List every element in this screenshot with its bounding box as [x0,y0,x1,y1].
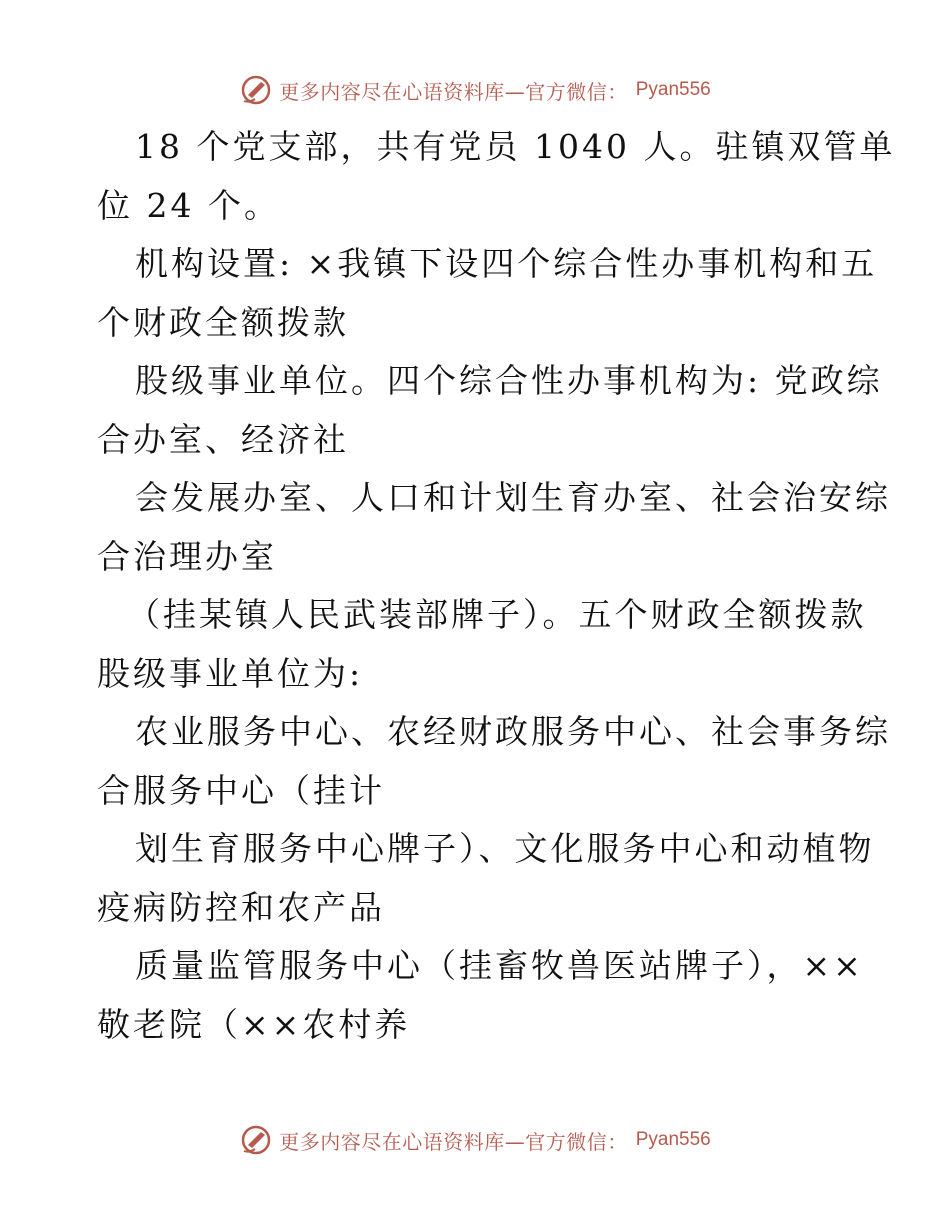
watermark-handle: Pyan556 [635,1129,711,1150]
document-body [97,118,896,1054]
logo-seal-icon [239,1123,273,1157]
text-line: 质量监管服务中心（挂畜牧兽医站牌子），×× [135,946,864,985]
text-line: 位 24 个。 [97,185,280,225]
text-line: 划生育服务中心牌子）、文化服务中心和动植物 [135,829,875,868]
text-line: 合治理办室 [97,536,277,576]
watermark-handle: Pyan556 [635,79,711,100]
watermark-group [239,73,711,107]
text-line: 股级事业单位为: [97,653,364,693]
text-line: 农业服务中心、农经财政服务中心、社会事务综 [135,712,891,751]
watermark-text: 更多内容尽在心语资料库—官方微信： [279,79,628,104]
header-watermark [0,68,950,112]
text-line: 机构设置: ×我镇下设四个综合性办事机构和五 [135,244,878,283]
text-line: 个财政全额拨款 [97,302,349,342]
text-line: 疫病防控和农产品 [97,887,385,927]
logo-seal-icon [239,73,273,107]
watermark-text: 更多内容尽在心语资料库—官方微信： [279,1129,628,1154]
watermark-group [239,1123,711,1157]
text-line: 敬老院（××农村养 [97,1004,411,1044]
footer-watermark [0,1118,950,1162]
text-line: 会发展办室、人口和计划生育办室、社会治安综 [135,478,891,517]
text-line: 股级事业单位。四个综合性办事机构为: 党政综 [135,361,883,400]
text-line: 18 个党支部，共有党员 1040 人。驻镇双管单 [135,127,896,166]
text-line: 合办室、经济社 [97,419,349,459]
text-line: 合服务中心（挂计 [97,770,385,810]
text-line: （挂某镇人民武装部牌子）。五个财政全额拨款 [127,595,867,634]
